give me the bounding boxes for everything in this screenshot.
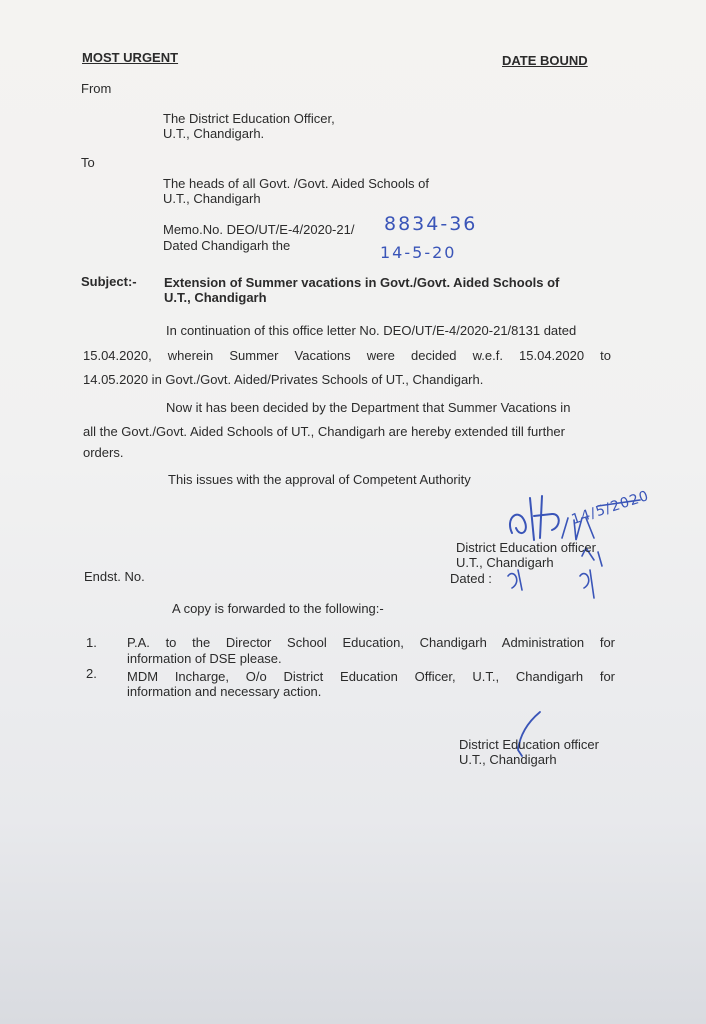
memo-handwritten-number: 8834-36 [384, 213, 478, 235]
copy-item-number: 1. [86, 635, 97, 650]
body-p3: This issues with the approval of Competent Authority [168, 472, 471, 487]
to-line-1: The heads of all Govt. /Govt. Aided Schools of [163, 176, 429, 191]
copy-item-line-2: information and necessary action. [127, 684, 322, 699]
body-p1-line-3: 14.05.2020 in Govt./Govt. Aided/Privates Schools of UT., Chandigarh. [83, 372, 484, 387]
copy-item-line-1: P.A. to the Director School Education, Chandigarh Administration for [127, 635, 615, 650]
body-p2-line-1: Now it has been decided by the Department that Summer Vacations in [166, 400, 571, 415]
signature-1-place: U.T., Chandigarh [456, 555, 554, 570]
body-p2-line-3: orders. [83, 445, 124, 460]
dated-scribble [500, 562, 630, 602]
memo-handwritten-date: 14-5-20 [380, 243, 457, 262]
signature-1-dated: Dated : [450, 571, 492, 586]
most-urgent-label: MOST URGENT [82, 50, 179, 65]
copy-intro: A copy is forwarded to the following:- [172, 601, 384, 616]
subject-line-2: U.T., Chandigarh [164, 290, 267, 305]
to-line-2: U.T., Chandigarh [163, 191, 261, 206]
memo-number: Memo.No. DEO/UT/E-4/2020-21/ [163, 222, 355, 237]
subject-label: Subject:- [81, 274, 137, 289]
signature-1-title: District Education officer [456, 540, 596, 555]
to-label: To [81, 155, 95, 170]
body-p2-line-2: all the Govt./Govt. Aided Schools of UT., Chandigarh are hereby extended till further [83, 424, 565, 439]
from-label: From [81, 81, 112, 96]
copy-item-line-1: MDM Incharge, O/o District Education Officer, U.T., Chandigarh for [127, 669, 615, 684]
copy-item-line-2: information of DSE please. [127, 651, 282, 666]
body-p1-line-2: 15.04.2020, wherein Summer Vacations were decided w.e.f. 15.04.2020 to [83, 348, 611, 363]
copy-item-number: 2. [86, 666, 97, 681]
endst-number: Endst. No. [84, 569, 145, 584]
dated-label: Dated Chandigarh the [163, 238, 291, 253]
from-line-1: The District Education Officer, [163, 111, 335, 126]
body-p1-line-1: In continuation of this office letter No. DEO/UT/E-4/2020-21/8131 dated [166, 323, 577, 338]
signature-2-title: District Education officer [459, 737, 599, 752]
date-bound-label: DATE BOUND [502, 53, 588, 68]
from-line-2: U.T., Chandigarh. [163, 126, 265, 141]
signature-1-handwritten-date: 14/5/2020 [569, 487, 652, 529]
signature-2-place: U.T., Chandigarh [459, 752, 557, 767]
subject-line-1: Extension of Summer vacations in Govt./Govt. Aided Schools of [164, 275, 560, 290]
